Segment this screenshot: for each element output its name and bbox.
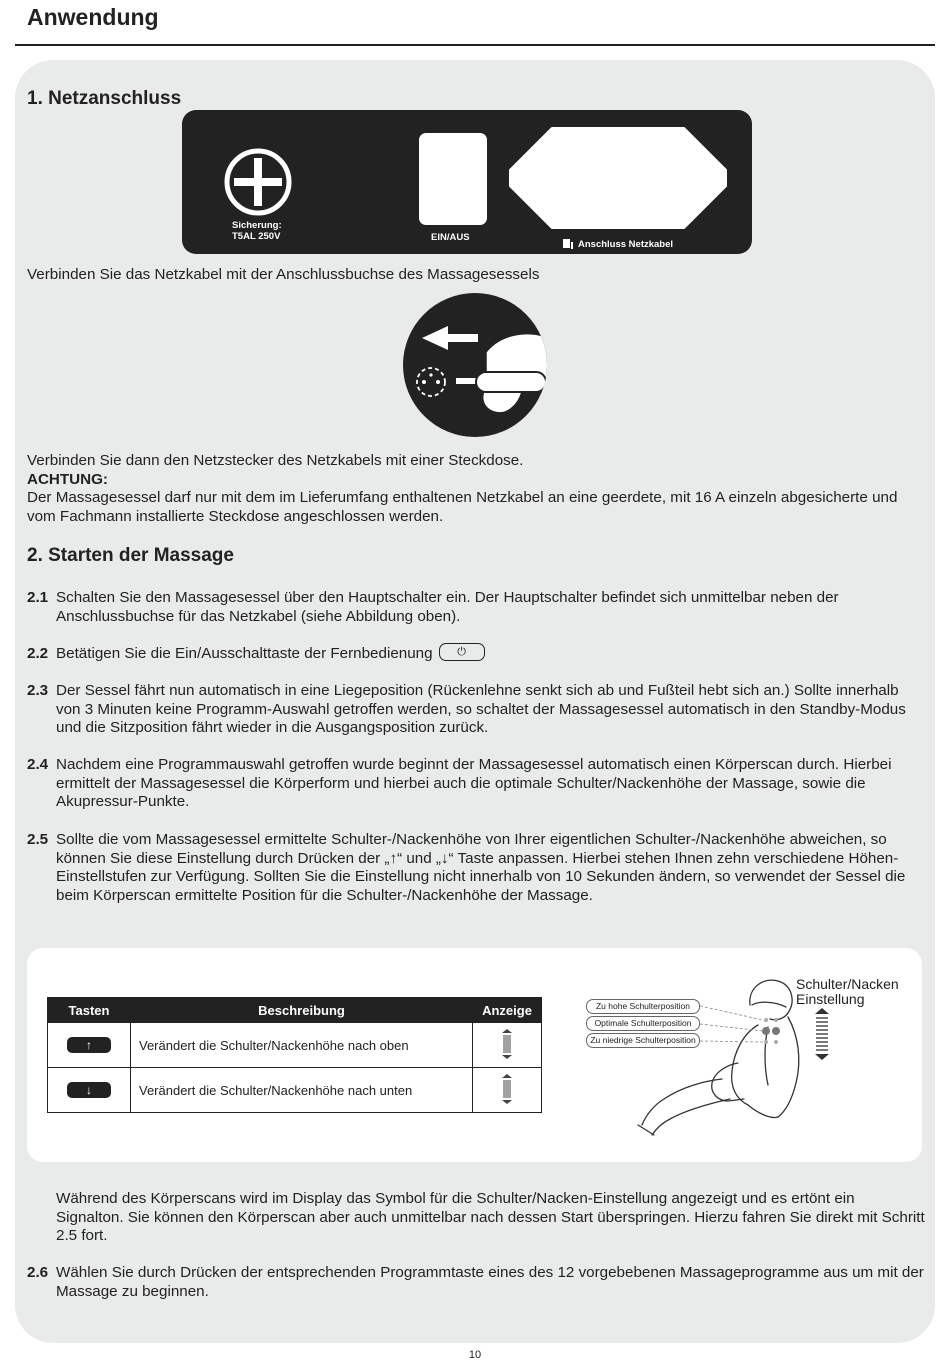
warning-text: Der Massagesessel darf nur mit dem im Lieferumfang enthaltenen Netzkabel an eine geerdete, mit 16 A einzeln abgesicherte und vom Fachmann installierte Steckdose angeschlossen werden. xyxy=(27,489,898,525)
step-text: Nachdem eine Programmauswahl getroffen wurde beginnt der Massagesessel automatisch einen Körperscan durch. Hierbei ermittelt der Massagesessel die Körperform und hierbei auch die optimale Schulter/Nackenhöhe der Massage, sowie die Akupressur-Punkte. xyxy=(56,756,892,811)
display-cell xyxy=(473,1023,542,1068)
fuse-label-line2: T5AL 250V xyxy=(232,231,281,242)
step-2-3 xyxy=(27,682,926,738)
step-2-6 xyxy=(27,1264,926,1301)
power-switch xyxy=(419,133,487,225)
description-cell: Verändert die Schulter/Nackenhöhe nach unten xyxy=(131,1068,473,1113)
step-2-5 xyxy=(27,831,918,905)
display-cell xyxy=(473,1068,542,1113)
section-2-heading: 2. Starten der Massage xyxy=(27,545,234,566)
switch-label: EIN/AUS xyxy=(431,232,470,243)
plug-connection-illustration xyxy=(402,292,548,438)
arrow-up-button: ↑ xyxy=(67,1037,111,1053)
label-too-high: Zu hohe Schulterposition xyxy=(586,999,700,1014)
label-optimal: Optimale Schulterposition xyxy=(586,1016,700,1031)
table-header-row xyxy=(48,998,542,1023)
figure-title xyxy=(796,977,899,1007)
step-number: 2.3 xyxy=(27,682,49,699)
keys-table xyxy=(47,997,542,1113)
warning-heading: ACHTUNG: xyxy=(27,471,108,488)
arrow-down-button: ↓ xyxy=(67,1082,111,1098)
connector-label: Anschluss Netzkabel xyxy=(578,239,674,250)
step-number: 2.2 xyxy=(27,645,49,662)
level-indicator-icon xyxy=(501,1074,513,1104)
scan-info-text: Während des Körperscans wird im Display das Symbol für die Schulter/Nacken-Einstellung angezeigt und es ertönt ein Signalton. Sie können den Körperscan aber auch unmittelbar nach dessen Start überspringen. Hierzu fahren Sie direkt mit Schritt 2.5 fort. xyxy=(56,1190,925,1245)
key-cell xyxy=(48,1023,131,1068)
page-number: 10 xyxy=(468,1349,482,1361)
step-2-2 xyxy=(27,645,926,664)
connect-instruction: Verbinden Sie das Netzkabel mit der Anschlussbuchse des Massagesessels xyxy=(27,266,540,283)
level-indicator-icon xyxy=(501,1029,513,1059)
page-title: Anwendung xyxy=(27,4,159,30)
plug-instruction: Verbinden Sie dann den Netzstecker des Netzkabels mit einer Steckdose. xyxy=(27,452,524,469)
socket-panel-illustration xyxy=(182,110,752,254)
description-cell: Verändert die Schulter/Nackenhöhe nach oben xyxy=(131,1023,473,1068)
section-1-heading: 1. Netzanschluss xyxy=(27,88,182,109)
figure-title-line1: Schulter/Nacken xyxy=(796,976,899,992)
step-text: Der Sessel fährt nun automatisch in eine Liegeposition (Rückenlehne senkt sich ab und Fußteil hebt sich an.) Sollte innerhalb von 3 Minuten keine Programm-Auswahl getroffen werden, so schaltet der Massagesessel automatisch in den Standby-Modus und die Sitzposition fährt wieder in die Ausgangsposition zurück. xyxy=(56,682,906,737)
column-header-display: Anzeige xyxy=(473,998,542,1023)
column-header-keys: Tasten xyxy=(48,998,131,1023)
step-text: Sollte die vom Massagesessel ermittelte Schulter-/Nackenhöhe von Ihrer eigentlichen Schulter-/Nackenhöhe abweichen, so können Sie diese Einstellung durch Drücken der „↑“ und „↓“ Taste anpassen. Hierbei stehen Ihnen zehn verschiedene Höhen-Einstellstufen zur Verfügung. Sollten Sie die Einstellung nicht innerhalb von 10 Sekunden ändern, so verwendet der Sessel die beim Körperscan ermittelte Position für die Schulter-/Nackenhöhe der Massage. xyxy=(56,831,906,904)
step-text: Wählen Sie durch Drücken der entsprechenden Programmtaste eines des 12 vorgebebenen Massageprogramme aus um mit der Massage zu beginnen. xyxy=(56,1264,924,1300)
plug-symbol-icon xyxy=(562,238,574,250)
step-2-1 xyxy=(27,589,926,626)
fuse-icon xyxy=(222,146,294,218)
step-number: 2.6 xyxy=(27,1264,49,1281)
title-divider xyxy=(15,44,935,46)
shoulder-level-indicator-icon xyxy=(812,1008,832,1060)
power-inlet-icon xyxy=(508,126,728,230)
step-text: Schalten Sie den Massagesessel über den Hauptschalter ein. Der Hauptschalter befindet sich unmittelbar neben der Anschlussbuchse für das Netzkabel (siehe Abbildung oben). xyxy=(56,589,839,625)
step-number: 2.1 xyxy=(27,589,49,606)
step-number: 2.4 xyxy=(27,756,49,773)
key-cell xyxy=(48,1068,131,1113)
label-too-low: Zu niedrige Schulterposition xyxy=(586,1033,700,1048)
step-2-4 xyxy=(27,756,926,812)
column-header-description: Beschreibung xyxy=(131,998,473,1023)
step-number: 2.5 xyxy=(27,831,49,848)
table-row xyxy=(48,1023,542,1068)
table-row xyxy=(48,1068,542,1113)
fuse-label-line1: Sicherung: xyxy=(232,220,282,231)
power-button-icon: ⏻ xyxy=(439,643,485,661)
step-text: Betätigen Sie die Ein/Ausschalttaste der Fernbedienung xyxy=(56,645,433,663)
figure-title-line2: Einstellung xyxy=(796,991,865,1007)
